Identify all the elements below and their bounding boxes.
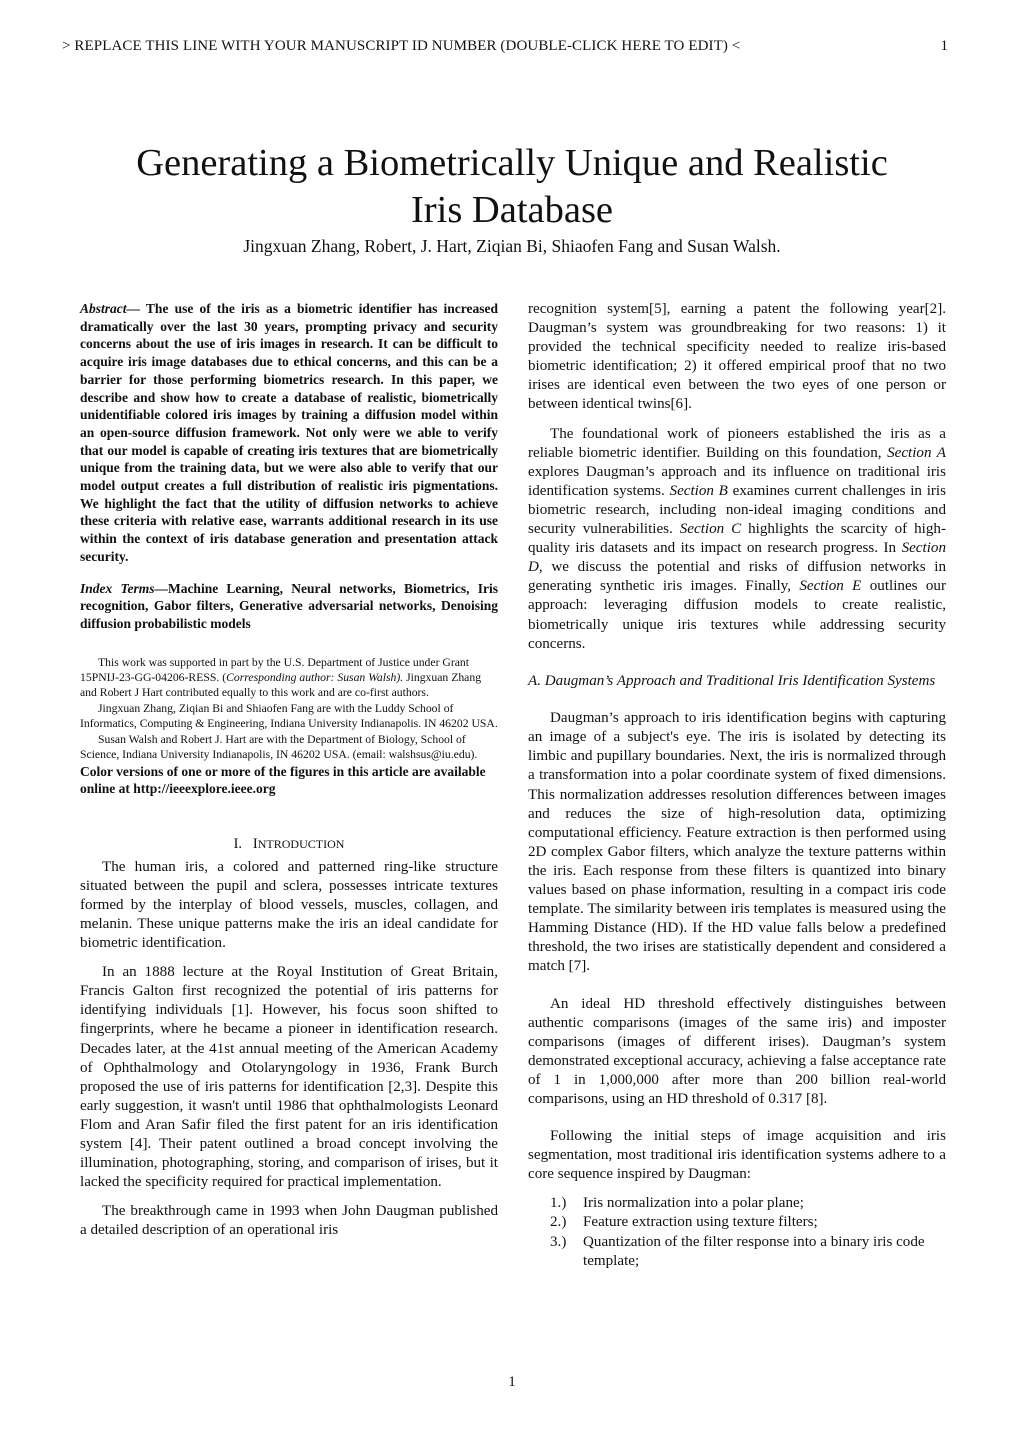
intro-paragraph-2: In an 1888 lecture at the Royal Institution of Great Britain, Francis Galton first recognized the potential of iris patterns for identifying individuals [1]. However, his focus soon shifted to fingerprints, where he became a pioneer in identification research. Decades later, at the 41st annual meeting of the American Academy of Ophthalmology and Otolaryngology in 1936, Frank Burch proposed the use of iris patterns for identification [2,3]. Despite this early suggestion, it wasn't until 1986 that ophthalmologists Leonard Flom and Aran Safir filed the first patent for an iris identification system [4]. Their patent outlined a broad concept involving the illumination, photographing, storing, and comparison of irises, but it lacked the specificity required for practical implementation.: [80, 964, 498, 1191]
list-number: 3.): [550, 1233, 567, 1250]
heading-initial: I: [252, 835, 258, 852]
intro-paragraph-3: The breakthrough came in 1993 when John Daugman published a detailed description of an operational iris: [80, 1203, 498, 1239]
co-first-note: Jingxuan Zhang and Robert J Hart contributed equally to this work and are co-first authors.: [80, 671, 482, 700]
list-item: [528, 1194, 946, 1213]
index-terms-text: —Machine Learning, Neural networks, Biometrics, Iris recognition, Gabor filters, Generative adversarial networks, Denoising diffusion probabilistic models: [80, 580, 498, 631]
subsection-heading-a: A. Daugman’s Approach and Traditional Iris Identification Systems: [528, 672, 936, 689]
foundation-text-3: examines current challenges in iris biometric research, including non-ideal imaging conditions and security vulnerabilities.: [528, 482, 946, 538]
header-page-number: 1: [940, 38, 948, 54]
list-number: 1.): [550, 1195, 567, 1212]
abstract-dash: —: [126, 301, 141, 316]
list-text: Feature extraction using texture filters;: [583, 1214, 818, 1231]
core-sequence-paragraph: Following the initial steps of image acquisition and iris segmentation, most traditional iris identification systems adhere to a core sequence inspired by Daugman:: [528, 1128, 946, 1183]
corresponding-author: Corresponding author: Susan Walsh).: [226, 671, 404, 685]
section-heading-introduction: [80, 836, 498, 853]
color-versions-note: Color versions of one or more of the figures in this article are available online at http://ieeexplore.ieee.org: [80, 763, 486, 797]
foundation-text-4: highlights the scarcity of high-quality iris datasets and its impact on research progress. In: [528, 521, 946, 557]
heading-rest: NTRODUCTION: [257, 836, 345, 851]
foundation-paragraph: [528, 425, 946, 654]
abstract-text: The use of the iris as a biometric identifier has increased dramatically over the last 30 years, prompting privacy and security concerns about the use of iris images in research. It can be difficult to acquire iris image databases due to ethical concerns, and this can be a barrier for those performing biometrics research. In this paper, we describe and show how to create a database of realistic, biometrically unidentifiable colored iris images by training a diffusion model within an open-source diffusion framework. Not only were we able to verify that our model is capable of creating iris textures that are biometrically unique from the training data, but we were also able to verify that our model output creates a full distribution of realistic iris pigmentations. We highlight the fact that the utility of diffusion networks to achieve these criteria with relative ease, warrants additional research in its use within the context of iris database generation and presentation attack security.: [80, 301, 498, 564]
footnote-block: [80, 655, 498, 798]
foundation-text-2: explores Daugman’s approach and its influence on traditional iris identification systems.: [528, 463, 946, 499]
abstract-label: Abstract: [80, 301, 127, 316]
left-column: [80, 300, 498, 1250]
daugman-approach-paragraph: Daugman’s approach to iris identification begins with capturing an image of a subject's eye. The iris is isolated by detecting its limbic and pupillary boundaries. Next, the iris is normalized through a transformation into a polar coordinate system of fixed dimensions. This normalization addresses resolution differences between images and reduces the size of high-resolution data, optimizing computational efficiency. Feature extraction is then performed using 2D complex Gabor filters, which analyze the texture patterns within the iris. Each response from these filters is quantized into binary values based on phase information, resulting in a compact iris code template. The similarity between iris templates is measured using the Hamming Distance (HD). If the HD value falls below a predefined threshold, the two irises are statistically dependent and considered a match [7].: [528, 710, 946, 975]
footer-page-number: 1: [508, 1374, 516, 1390]
support-text: This work was supported in part by the U.S. Department of Justice under Grant 15PNIJ-23-GG-04206-RESS. (: [80, 655, 469, 685]
ref-section-d: Section D: [528, 540, 946, 576]
daugman-continuation: recognition system[5], earning a patent the following year[2]. Daugman’s system was groundbreaking for two reasons: 1) it provided the technical specificity needed to realize iris-based biometric identification; 2) it offered empirical proof that no two irises are identical even between the two eyes of one person or between identical twins[6].: [528, 301, 946, 413]
support-footnote: [80, 655, 498, 701]
intro-paragraph-1: The human iris, a colored and patterned ring-like structure situated between the pupil and sclera, possesses intricate textures formed by the interplay of blood vessels, muscles, collagen, and melanin. These unique patterns make the iris an ideal candidate for biometric identification.: [80, 858, 498, 952]
foundation-text-1: The foundational work of pioneers established the iris as a reliable biometric identifier. Building on this foundation,: [528, 425, 946, 461]
foundation-text-5: , we discuss the potential and risks of diffusion networks in generating synthetic iris images. Finally,: [528, 559, 946, 595]
ref-section-a: Section A: [887, 444, 946, 461]
ref-section-e: Section E: [799, 578, 862, 595]
title-line-2: Iris Database: [410, 189, 614, 231]
index-terms: [80, 580, 498, 633]
index-terms-label: Index Terms: [80, 580, 155, 596]
right-column: [528, 300, 946, 1271]
abstract: [80, 300, 498, 566]
ref-section-c: Section C: [679, 521, 742, 538]
list-number: 2.): [550, 1214, 567, 1231]
list-item: [528, 1233, 946, 1271]
ref-section-b: Section B: [669, 482, 728, 499]
running-header: > REPLACE THIS LINE WITH YOUR MANUSCRIPT ID NUMBER (DOUBLE-CLICK HERE TO EDIT) <: [62, 38, 741, 54]
list-text: Iris normalization into a polar plane;: [583, 1195, 804, 1212]
section-numeral: I.: [233, 835, 243, 852]
list-text: Quantization of the filter response into a binary iris code template;: [583, 1233, 925, 1269]
paper-title: [60, 140, 964, 234]
core-sequence-list: [528, 1194, 946, 1270]
hd-threshold-paragraph: An ideal HD threshold effectively distinguishes between authentic comparisons (images of the same iris) and imposter comparisons (images of different irises). Daugman’s system demonstrated exceptional accuracy, achieving a false acceptance rate of 1 in 1,000,000 after more than 200 billion real-world comparisons, using an HD threshold of 0.317 [8].: [528, 995, 946, 1107]
title-line-1: Generating a Biometrically Unique and Realistic: [136, 142, 888, 184]
foundation-text-6: outlines our approach: leveraging diffusion models to create realistic, biometrically unique iris textures while addressing security concerns.: [528, 578, 947, 652]
list-item: [528, 1213, 946, 1232]
affiliation-footnote-2: Susan Walsh and Robert J. Hart are with the Department of Biology, School of Science, Indiana University Indianapolis, IN 46202 USA. (email: walshsus@iu.edu).: [80, 732, 478, 762]
author-list: Jingxuan Zhang, Robert, J. Hart, Ziqian Bi, Shiaofen Fang and Susan Walsh.: [243, 236, 781, 256]
affiliation-footnote-1: Jingxuan Zhang, Ziqian Bi and Shiaofen Fang are with the Luddy School of Informatics, Computing & Engineering, Indiana University Indianapolis. IN 46202 USA.: [80, 701, 498, 731]
